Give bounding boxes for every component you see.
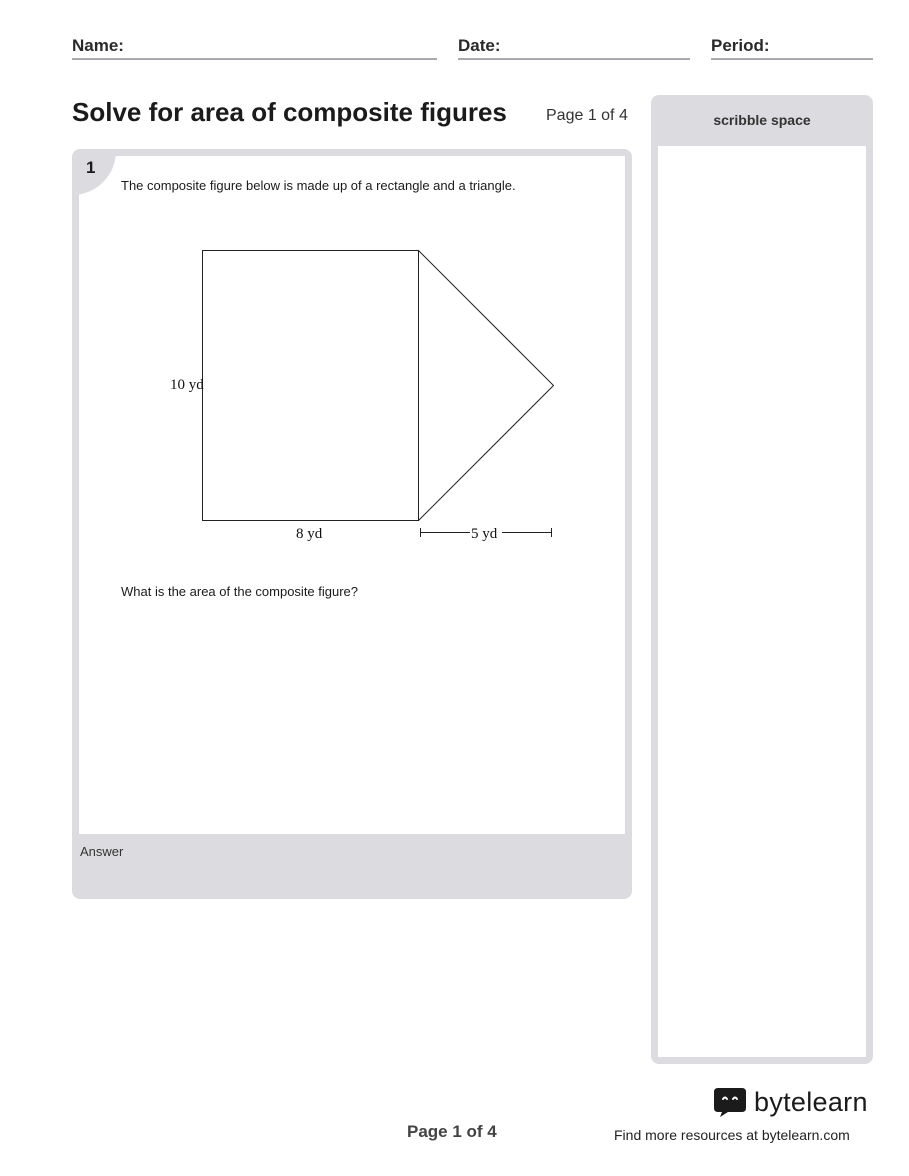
date-field[interactable]	[458, 36, 690, 60]
page-indicator: Page 1 of 4	[546, 107, 628, 124]
scribble-card	[651, 95, 873, 1064]
question-ask: What is the area of the composite figure?	[121, 584, 359, 599]
composite-figure	[150, 240, 570, 555]
bytelearn-logo-text: bytelearn	[754, 1086, 868, 1117]
period-field[interactable]	[711, 36, 873, 60]
name-label: Name:	[72, 36, 124, 55]
answer-label: Answer	[80, 844, 124, 859]
name-field[interactable]	[72, 36, 437, 60]
width-label: 8 yd	[296, 526, 323, 542]
scribble-area[interactable]	[658, 146, 866, 1057]
rectangle-shape	[203, 251, 419, 521]
triangle-height-label: 5 yd	[471, 526, 498, 542]
footer-page-number: Page 1 of 4	[407, 1122, 497, 1141]
scribble-label: scribble space	[713, 112, 811, 128]
period-label: Period:	[711, 36, 770, 55]
page-title: Solve for area of composite figures	[72, 97, 507, 127]
question-prompt: The composite figure below is made up of a rectangle and a triangle.	[121, 178, 516, 193]
footer-resources[interactable]: Find more resources at bytelearn.com	[614, 1127, 850, 1143]
date-label: Date:	[458, 36, 501, 55]
height-label: 10 yd	[170, 377, 204, 393]
triangle-shape	[419, 251, 554, 521]
bytelearn-logo-icon	[712, 1086, 748, 1118]
question-number: 1	[86, 158, 96, 177]
bytelearn-logo	[712, 1086, 868, 1118]
